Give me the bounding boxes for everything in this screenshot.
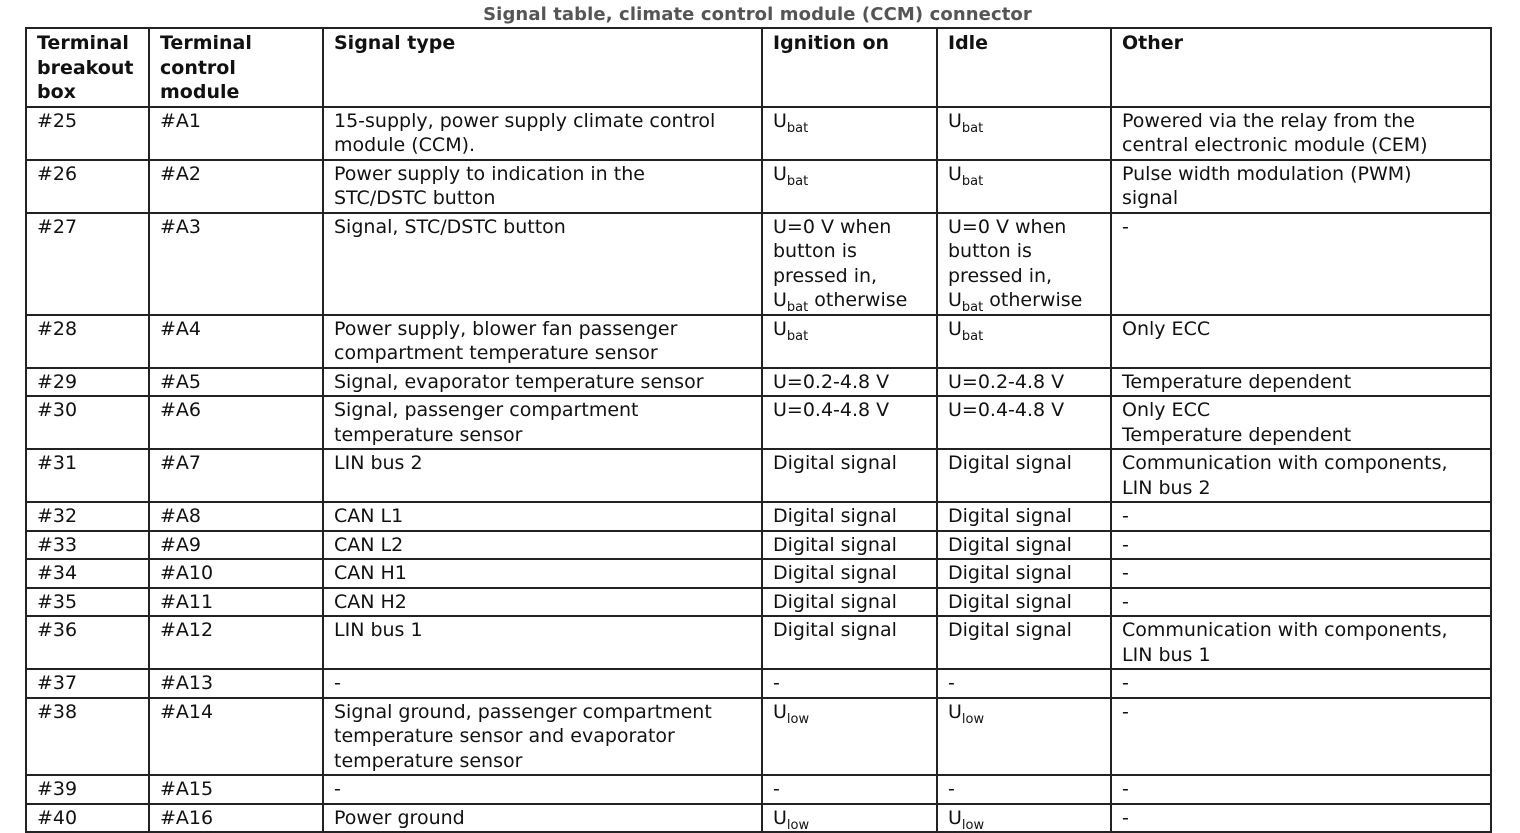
cell-signal-type: CAN L1 (323, 502, 762, 531)
cell-idle: Digital signal (937, 559, 1111, 588)
table-header-row (26, 28, 1491, 107)
cell-breakout-box: #27 (26, 213, 149, 315)
cell-control-module: #A14 (149, 698, 323, 776)
cell-breakout-box: #38 (26, 698, 149, 776)
table-row (26, 396, 1491, 449)
cell-ignition-on: $U_{bat}$ (762, 160, 937, 213)
cell-idle: U=0.2-4.8 V (937, 368, 1111, 397)
cell-breakout-box: #25 (26, 107, 149, 160)
table-row (26, 502, 1491, 531)
cell-signal-type: Signal, STC/DSTC button (323, 213, 762, 315)
cell-control-module: #A16 (149, 804, 323, 833)
table-row (26, 449, 1491, 502)
cell-idle: $U_{low}$ (937, 698, 1111, 776)
cell-ignition-on: Digital signal (762, 588, 937, 617)
cell-signal-type: Power ground (323, 804, 762, 833)
cell-breakout-box: #28 (26, 315, 149, 368)
cell-breakout-box: #33 (26, 531, 149, 560)
cell-ignition-on: Digital signal (762, 502, 937, 531)
cell-control-module: #A9 (149, 531, 323, 560)
header-other: Other (1111, 28, 1491, 107)
cell-breakout-box: #34 (26, 559, 149, 588)
cell-signal-type: - (323, 669, 762, 698)
cell-other: - (1111, 213, 1491, 315)
cell-control-module: #A3 (149, 213, 323, 315)
cell-control-module: #A5 (149, 368, 323, 397)
cell-signal-type: Signal ground, passenger compartment temperature sensor and evaporator temperature sensor (323, 698, 762, 776)
table-row (26, 315, 1491, 368)
cell-idle: Digital signal (937, 449, 1111, 502)
cell-breakout-box: #40 (26, 804, 149, 833)
cell-idle: U=0 V when button is pressed in, $U_{bat}$ otherwise (937, 213, 1111, 315)
cell-control-module: #A13 (149, 669, 323, 698)
header-signal-type: Signal type (323, 28, 762, 107)
cell-control-module: #A2 (149, 160, 323, 213)
cell-signal-type: CAN H2 (323, 588, 762, 617)
cell-ignition-on: $U_{bat}$ (762, 315, 937, 368)
header-idle: Idle (937, 28, 1111, 107)
cell-other: Powered via the relay from the central electronic module (CEM) (1111, 107, 1491, 160)
cell-other: - (1111, 775, 1491, 804)
cell-ignition-on: - (762, 669, 937, 698)
table-row (26, 698, 1491, 776)
table-row (26, 368, 1491, 397)
cell-signal-type: LIN bus 2 (323, 449, 762, 502)
cell-signal-type: CAN H1 (323, 559, 762, 588)
table-row (26, 804, 1491, 833)
cell-signal-type: CAN L2 (323, 531, 762, 560)
cell-signal-type: Signal, passenger compartment temperature sensor (323, 396, 762, 449)
cell-breakout-box: #30 (26, 396, 149, 449)
cell-other: Pulse width modulation (PWM) signal (1111, 160, 1491, 213)
cell-signal-type: 15-supply, power supply climate control module (CCM). (323, 107, 762, 160)
cell-breakout-box: #39 (26, 775, 149, 804)
cell-other: Only ECC Temperature dependent (1111, 396, 1491, 449)
cell-ignition-on: - (762, 775, 937, 804)
cell-other: - (1111, 559, 1491, 588)
cell-ignition-on: Digital signal (762, 616, 937, 669)
cell-control-module: #A6 (149, 396, 323, 449)
cell-ignition-on: $U_{bat}$ (762, 107, 937, 160)
cell-idle: Digital signal (937, 588, 1111, 617)
cell-idle: $U_{bat}$ (937, 315, 1111, 368)
cell-other: Communication with components, LIN bus 1 (1111, 616, 1491, 669)
cell-other: - (1111, 669, 1491, 698)
table-row (26, 160, 1491, 213)
cell-ignition-on: U=0.2-4.8 V (762, 368, 937, 397)
cell-ignition-on: $U_{low}$ (762, 804, 937, 833)
header-terminal-control-module: Terminal control module (149, 28, 323, 107)
signal-table (25, 27, 1492, 833)
cell-idle: $U_{low}$ (937, 804, 1111, 833)
cell-ignition-on: Digital signal (762, 559, 937, 588)
cell-control-module: #A7 (149, 449, 323, 502)
table-row (26, 213, 1491, 315)
table-title: Signal table, climate control module (CCM) connector (483, 4, 1032, 25)
cell-idle: Digital signal (937, 531, 1111, 560)
cell-idle: - (937, 775, 1111, 804)
cell-other: Temperature dependent (1111, 368, 1491, 397)
cell-other: - (1111, 502, 1491, 531)
cell-ignition-on: Digital signal (762, 531, 937, 560)
cell-other: - (1111, 588, 1491, 617)
cell-ignition-on: U=0 V when button is pressed in, $U_{bat}$ otherwise (762, 213, 937, 315)
cell-control-module: #A4 (149, 315, 323, 368)
cell-other: - (1111, 804, 1491, 833)
cell-idle: - (937, 669, 1111, 698)
cell-control-module: #A8 (149, 502, 323, 531)
cell-breakout-box: #32 (26, 502, 149, 531)
cell-breakout-box: #37 (26, 669, 149, 698)
cell-idle: Digital signal (937, 502, 1111, 531)
cell-breakout-box: #26 (26, 160, 149, 213)
cell-signal-type: Power supply to indication in the STC/DSTC button (323, 160, 762, 213)
cell-control-module: #A11 (149, 588, 323, 617)
cell-signal-type: LIN bus 1 (323, 616, 762, 669)
cell-control-module: #A1 (149, 107, 323, 160)
table-row (26, 559, 1491, 588)
cell-other: Communication with components, LIN bus 2 (1111, 449, 1491, 502)
header-ignition-on: Ignition on (762, 28, 937, 107)
table-row (26, 616, 1491, 669)
table-row (26, 588, 1491, 617)
table-row (26, 775, 1491, 804)
cell-idle: $U_{bat}$ (937, 107, 1111, 160)
cell-breakout-box: #29 (26, 368, 149, 397)
cell-breakout-box: #35 (26, 588, 149, 617)
cell-idle: $U_{bat}$ (937, 160, 1111, 213)
cell-signal-type: Signal, evaporator temperature sensor (323, 368, 762, 397)
cell-ignition-on: U=0.4-4.8 V (762, 396, 937, 449)
cell-signal-type: - (323, 775, 762, 804)
cell-other: Only ECC (1111, 315, 1491, 368)
cell-breakout-box: #31 (26, 449, 149, 502)
cell-breakout-box: #36 (26, 616, 149, 669)
cell-idle: U=0.4-4.8 V (937, 396, 1111, 449)
cell-control-module: #A10 (149, 559, 323, 588)
cell-control-module: #A15 (149, 775, 323, 804)
cell-idle: Digital signal (937, 616, 1111, 669)
cell-control-module: #A12 (149, 616, 323, 669)
table-row (26, 107, 1491, 160)
cell-other: - (1111, 531, 1491, 560)
header-terminal-breakout-box: Terminal breakout box (26, 28, 149, 107)
table-row (26, 669, 1491, 698)
table-row (26, 531, 1491, 560)
cell-signal-type: Power supply, blower fan passenger compartment temperature sensor (323, 315, 762, 368)
cell-other: - (1111, 698, 1491, 776)
cell-ignition-on: $U_{low}$ (762, 698, 937, 776)
cell-ignition-on: Digital signal (762, 449, 937, 502)
